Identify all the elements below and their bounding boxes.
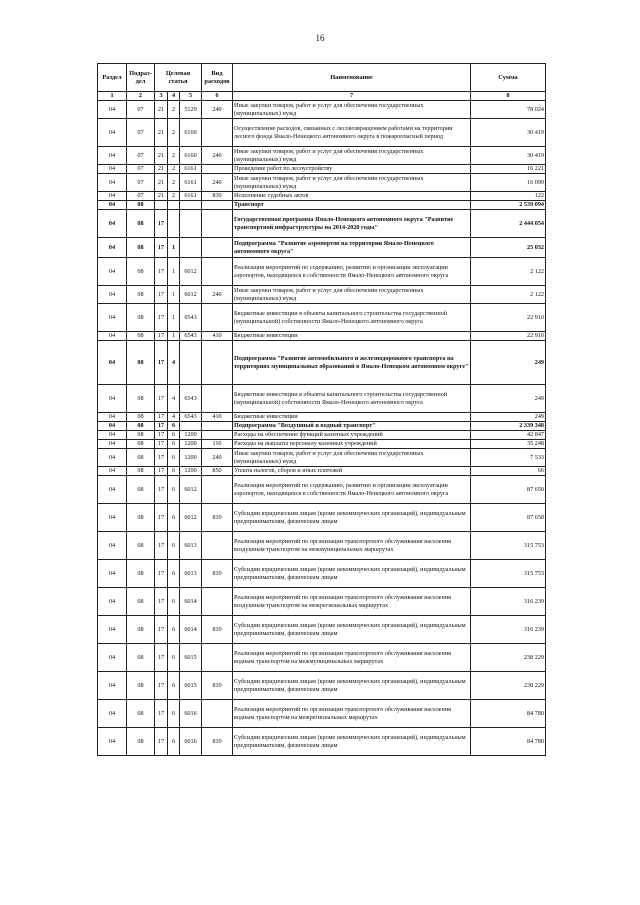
podrazdel-cell: 08 bbox=[127, 560, 155, 588]
podrazdel-cell: 08 bbox=[127, 616, 155, 644]
name-cell: Транспорт bbox=[233, 201, 471, 210]
amount-cell: 30 419 bbox=[471, 147, 546, 165]
program-code-cell: 17 bbox=[155, 532, 168, 560]
program-code-cell: 17 bbox=[155, 440, 168, 449]
expense-type-cell bbox=[202, 476, 233, 504]
expense-type-cell bbox=[202, 238, 233, 258]
direction-code-cell: 6160 bbox=[180, 147, 202, 165]
name-cell: Осуществление расходов, связанных с лесовозвращением работами на территории лесного фонда Ямало-Ненецкого автономного округа в пожароопасный период bbox=[233, 119, 471, 147]
amount-cell: 315 753 bbox=[471, 532, 546, 560]
amount-cell: 35 248 bbox=[471, 440, 546, 449]
subprogram-code-cell: 6 bbox=[168, 532, 180, 560]
table-row bbox=[98, 201, 546, 210]
expense-type-cell: 240 bbox=[202, 174, 233, 192]
name-cell: Подпрограмма "Развитие автомобильного и железнодорожного транспорта на территориях муниципальных образований в Ямало-Ненецком автономном округе" bbox=[233, 341, 471, 385]
razdel-cell: 04 bbox=[98, 440, 127, 449]
subprogram-code-cell: 6 bbox=[168, 431, 180, 440]
direction-code-cell: 6015 bbox=[180, 672, 202, 700]
page-number: 16 bbox=[315, 33, 325, 43]
direction-code-cell: 1200 bbox=[180, 431, 202, 440]
program-code-cell: 17 bbox=[155, 700, 168, 728]
subprogram-code-cell: 1 bbox=[168, 238, 180, 258]
name-cell: Иные закупки товаров, работ и услуг для обеспечения государственных (муниципальных) нужд bbox=[233, 449, 471, 467]
program-code-cell: 17 bbox=[155, 286, 168, 304]
podrazdel-cell: 08 bbox=[127, 286, 155, 304]
amount-cell: 22 910 bbox=[471, 304, 546, 332]
podrazdel-cell: 08 bbox=[127, 238, 155, 258]
header-vid: Вид расходов bbox=[202, 64, 233, 92]
program-code-cell: 17 bbox=[155, 588, 168, 616]
amount-cell: 22 910 bbox=[471, 332, 546, 341]
razdel-cell: 04 bbox=[98, 672, 127, 700]
amount-cell: 16 221 bbox=[471, 165, 546, 174]
column-number-row bbox=[98, 92, 546, 101]
table-row bbox=[98, 532, 546, 560]
name-cell: Реализация мероприятий по организации транспортного обслуживания населения воздушным транспортом на межрегиональных маршрутах bbox=[233, 588, 471, 616]
razdel-cell: 04 bbox=[98, 165, 127, 174]
podrazdel-cell: 08 bbox=[127, 341, 155, 385]
subprogram-code-cell: 6 bbox=[168, 476, 180, 504]
name-cell: Субсидии юридическим лицам (кроме некоммерческих организаций), индивидуальным предпринимателям, физическим лицам bbox=[233, 616, 471, 644]
amount-cell: 249 bbox=[471, 341, 546, 385]
direction-code-cell: 6012 bbox=[180, 504, 202, 532]
table-row bbox=[98, 238, 546, 258]
expense-type-cell bbox=[202, 644, 233, 672]
name-cell: Реализация мероприятий по организации транспортного обслуживания населения водным транспортом на межрегиональных маршрутах bbox=[233, 700, 471, 728]
budget-table bbox=[97, 63, 546, 756]
header-summa: Сумма bbox=[471, 64, 546, 92]
direction-code-cell bbox=[180, 422, 202, 431]
podrazdel-cell: 08 bbox=[127, 449, 155, 467]
expense-type-cell: 110 bbox=[202, 440, 233, 449]
direction-code-cell: 1200 bbox=[180, 467, 202, 476]
direction-code-cell bbox=[180, 201, 202, 210]
razdel-cell: 04 bbox=[98, 728, 127, 756]
table-row bbox=[98, 192, 546, 201]
direction-code-cell: 6016 bbox=[180, 728, 202, 756]
program-code-cell bbox=[155, 201, 168, 210]
razdel-cell: 04 bbox=[98, 431, 127, 440]
amount-cell: 16 099 bbox=[471, 174, 546, 192]
subprogram-code-cell: 6 bbox=[168, 449, 180, 467]
program-code-cell: 17 bbox=[155, 238, 168, 258]
subprogram-code-cell bbox=[168, 210, 180, 238]
razdel-cell: 04 bbox=[98, 210, 127, 238]
direction-code-cell bbox=[180, 341, 202, 385]
subprogram-code-cell: 2 bbox=[168, 165, 180, 174]
expense-type-cell bbox=[202, 304, 233, 332]
program-code-cell: 17 bbox=[155, 504, 168, 532]
subprogram-code-cell: 6 bbox=[168, 728, 180, 756]
podrazdel-cell: 07 bbox=[127, 147, 155, 165]
subprogram-code-cell: 2 bbox=[168, 174, 180, 192]
expense-type-cell bbox=[202, 431, 233, 440]
program-code-cell: 17 bbox=[155, 258, 168, 286]
table-row bbox=[98, 119, 546, 147]
expense-type-cell: 410 bbox=[202, 413, 233, 422]
column-number: 3 bbox=[155, 92, 168, 101]
name-cell: Государственная программа Ямало-Ненецкого автономного округа "Развитие транспортной инфраструктуры на 2014-2020 годы" bbox=[233, 210, 471, 238]
amount-cell: 316 239 bbox=[471, 588, 546, 616]
program-code-cell: 17 bbox=[155, 304, 168, 332]
amount-cell: 315 753 bbox=[471, 560, 546, 588]
expense-type-cell: 410 bbox=[202, 332, 233, 341]
program-code-cell: 21 bbox=[155, 192, 168, 201]
table-row bbox=[98, 413, 546, 422]
table-row bbox=[98, 286, 546, 304]
name-cell: Субсидии юридическим лицам (кроме некоммерческих организаций), индивидуальным предпринимателям, физическим лицам bbox=[233, 504, 471, 532]
subprogram-code-cell: 6 bbox=[168, 616, 180, 644]
table-row bbox=[98, 258, 546, 286]
table-row bbox=[98, 165, 546, 174]
program-code-cell: 17 bbox=[155, 560, 168, 588]
program-code-cell: 17 bbox=[155, 672, 168, 700]
direction-code-cell: 6012 bbox=[180, 286, 202, 304]
column-number: 8 bbox=[471, 92, 546, 101]
program-code-cell: 21 bbox=[155, 101, 168, 119]
program-code-cell: 17 bbox=[155, 413, 168, 422]
podrazdel-cell: 08 bbox=[127, 532, 155, 560]
table-row bbox=[98, 449, 546, 467]
program-code-cell: 17 bbox=[155, 385, 168, 413]
expense-type-cell bbox=[202, 119, 233, 147]
direction-code-cell bbox=[180, 210, 202, 238]
program-code-cell: 17 bbox=[155, 210, 168, 238]
program-code-cell: 21 bbox=[155, 165, 168, 174]
podrazdel-cell: 08 bbox=[127, 588, 155, 616]
program-code-cell: 17 bbox=[155, 332, 168, 341]
subprogram-code-cell: 4 bbox=[168, 385, 180, 413]
direction-code-cell: 6014 bbox=[180, 588, 202, 616]
column-number: 7 bbox=[233, 92, 471, 101]
razdel-cell: 04 bbox=[98, 147, 127, 165]
podrazdel-cell: 08 bbox=[127, 210, 155, 238]
podrazdel-cell: 08 bbox=[127, 644, 155, 672]
podrazdel-cell: 08 bbox=[127, 413, 155, 422]
table-row bbox=[98, 210, 546, 238]
amount-cell: 238 229 bbox=[471, 644, 546, 672]
amount-cell: 2 339 348 bbox=[471, 422, 546, 431]
table-row bbox=[98, 101, 546, 119]
podrazdel-cell: 08 bbox=[127, 700, 155, 728]
name-cell: Бюджетные инвестиции в объекты капитального строительства государственной (муниципальной) собственности Ямало-Ненецкого автономного округа bbox=[233, 385, 471, 413]
podrazdel-cell: 07 bbox=[127, 101, 155, 119]
name-cell: Расходы на обеспечение функций казенных учреждений bbox=[233, 431, 471, 440]
name-cell: Расходы на выплаты персоналу казенных учреждений bbox=[233, 440, 471, 449]
table-row bbox=[98, 672, 546, 700]
program-code-cell: 17 bbox=[155, 476, 168, 504]
amount-cell: 249 bbox=[471, 413, 546, 422]
expense-type-cell: 850 bbox=[202, 467, 233, 476]
amount-cell: 238 229 bbox=[471, 672, 546, 700]
name-cell: Реализация мероприятий по содержанию, развитию и организации эксплуатации аэропортов, находящихся в собственности Ямало-Ненецкого автономного округа bbox=[233, 258, 471, 286]
subprogram-code-cell: 6 bbox=[168, 467, 180, 476]
razdel-cell: 04 bbox=[98, 422, 127, 431]
program-code-cell: 17 bbox=[155, 449, 168, 467]
subprogram-code-cell: 2 bbox=[168, 119, 180, 147]
razdel-cell: 04 bbox=[98, 101, 127, 119]
expense-type-cell: 240 bbox=[202, 286, 233, 304]
table-row bbox=[98, 588, 546, 616]
expense-type-cell bbox=[202, 210, 233, 238]
program-code-cell: 17 bbox=[155, 341, 168, 385]
table-row bbox=[98, 467, 546, 476]
table-row bbox=[98, 431, 546, 440]
amount-cell: 7 533 bbox=[471, 449, 546, 467]
direction-code-cell: 6543 bbox=[180, 332, 202, 341]
expense-type-cell: 810 bbox=[202, 672, 233, 700]
amount-cell: 122 bbox=[471, 192, 546, 201]
name-cell: Иные закупки товаров, работ и услуг для обеспечения государственных (муниципальных) нужд bbox=[233, 101, 471, 119]
expense-type-cell: 810 bbox=[202, 504, 233, 532]
amount-cell: 316 239 bbox=[471, 616, 546, 644]
podrazdel-cell: 08 bbox=[127, 467, 155, 476]
amount-cell: 42 847 bbox=[471, 431, 546, 440]
direction-code-cell: 6016 bbox=[180, 700, 202, 728]
name-cell: Уплата налогов, сборов и иных платежей bbox=[233, 467, 471, 476]
expense-type-cell bbox=[202, 165, 233, 174]
subprogram-code-cell: 6 bbox=[168, 560, 180, 588]
name-cell: Реализация мероприятий по организации транспортного обслуживания населения водным транспортом на межмуниципальных маршрутах bbox=[233, 644, 471, 672]
direction-code-cell bbox=[180, 238, 202, 258]
table-row bbox=[98, 332, 546, 341]
subprogram-code-cell: 6 bbox=[168, 588, 180, 616]
podrazdel-cell: 08 bbox=[127, 385, 155, 413]
subprogram-code-cell: 1 bbox=[168, 286, 180, 304]
name-cell: Бюджетные инвестиции в объекты капитального строительства государственной (муниципальной) собственности Ямало-Ненецкого автономного округа bbox=[233, 304, 471, 332]
razdel-cell: 04 bbox=[98, 616, 127, 644]
expense-type-cell: 810 bbox=[202, 560, 233, 588]
column-number: 1 bbox=[98, 92, 127, 101]
razdel-cell: 04 bbox=[98, 304, 127, 332]
razdel-cell: 04 bbox=[98, 385, 127, 413]
subprogram-code-cell: 2 bbox=[168, 101, 180, 119]
name-cell: Иные закупки товаров, работ и услуг для обеспечения государственных (муниципальных) нужд bbox=[233, 174, 471, 192]
subprogram-code-cell: 2 bbox=[168, 147, 180, 165]
podrazdel-cell: 08 bbox=[127, 201, 155, 210]
header-razdel: Раздел bbox=[98, 64, 127, 92]
table-row bbox=[98, 616, 546, 644]
podrazdel-cell: 08 bbox=[127, 672, 155, 700]
expense-type-cell bbox=[202, 341, 233, 385]
subprogram-code-cell: 6 bbox=[168, 672, 180, 700]
column-number: 6 bbox=[202, 92, 233, 101]
amount-cell: 2 122 bbox=[471, 286, 546, 304]
expense-type-cell: 810 bbox=[202, 728, 233, 756]
direction-code-cell: 6160 bbox=[180, 119, 202, 147]
table-row bbox=[98, 147, 546, 165]
direction-code-cell: 6012 bbox=[180, 258, 202, 286]
subprogram-code-cell: 1 bbox=[168, 304, 180, 332]
table-row bbox=[98, 385, 546, 413]
program-code-cell: 17 bbox=[155, 728, 168, 756]
direction-code-cell: 6012 bbox=[180, 476, 202, 504]
podrazdel-cell: 08 bbox=[127, 304, 155, 332]
amount-cell: 87 650 bbox=[471, 476, 546, 504]
podrazdel-cell: 08 bbox=[127, 440, 155, 449]
table-row bbox=[98, 504, 546, 532]
subprogram-code-cell: 6 bbox=[168, 440, 180, 449]
razdel-cell: 04 bbox=[98, 192, 127, 201]
direction-code-cell: 6543 bbox=[180, 304, 202, 332]
direction-code-cell: 6543 bbox=[180, 413, 202, 422]
podrazdel-cell: 07 bbox=[127, 192, 155, 201]
subprogram-code-cell: 6 bbox=[168, 504, 180, 532]
name-cell: Исполнение судебных актов bbox=[233, 192, 471, 201]
name-cell: Подпрограмма "Развитие аэропортов на территории Ямало-Ненецкого автономного округа" bbox=[233, 238, 471, 258]
amount-cell: 2 539 094 bbox=[471, 201, 546, 210]
amount-cell: 84 780 bbox=[471, 728, 546, 756]
table-row bbox=[98, 304, 546, 332]
podrazdel-cell: 08 bbox=[127, 431, 155, 440]
program-code-cell: 17 bbox=[155, 644, 168, 672]
subprogram-code-cell: 6 bbox=[168, 422, 180, 431]
subprogram-code-cell: 2 bbox=[168, 192, 180, 201]
razdel-cell: 04 bbox=[98, 413, 127, 422]
podrazdel-cell: 08 bbox=[127, 258, 155, 286]
subprogram-code-cell: 1 bbox=[168, 258, 180, 286]
amount-cell: 249 bbox=[471, 385, 546, 413]
razdel-cell: 04 bbox=[98, 258, 127, 286]
amount-cell: 84 780 bbox=[471, 700, 546, 728]
direction-code-cell: 6013 bbox=[180, 532, 202, 560]
name-cell: Подпрограмма "Воздушный и водный транспорт" bbox=[233, 422, 471, 431]
table-row bbox=[98, 700, 546, 728]
direction-code-cell: 6014 bbox=[180, 616, 202, 644]
podrazdel-cell: 07 bbox=[127, 174, 155, 192]
name-cell: Субсидии юридическим лицам (кроме некоммерческих организаций), индивидуальным предпринимателям, физическим лицам bbox=[233, 560, 471, 588]
subprogram-code-cell: 4 bbox=[168, 341, 180, 385]
amount-cell: 78 024 bbox=[471, 101, 546, 119]
program-code-cell: 21 bbox=[155, 119, 168, 147]
program-code-cell: 17 bbox=[155, 431, 168, 440]
direction-code-cell: 6161 bbox=[180, 192, 202, 201]
name-cell: Субсидии юридическим лицам (кроме некоммерческих организаций), индивидуальным предпринимателям, физическим лицам bbox=[233, 728, 471, 756]
amount-cell: 2 122 bbox=[471, 258, 546, 286]
name-cell: Реализация мероприятий по организации транспортного обслуживания населения воздушным транспортом на межмуниципальных маршрутах bbox=[233, 532, 471, 560]
expense-type-cell bbox=[202, 201, 233, 210]
razdel-cell: 04 bbox=[98, 476, 127, 504]
razdel-cell: 04 bbox=[98, 332, 127, 341]
name-cell: Реализация мероприятий по содержанию, развитию и организации эксплуатации аэропортов, находящихся в собственности Ямало-Ненецкого автономного округа bbox=[233, 476, 471, 504]
header-naimenovanie: Наименование bbox=[233, 64, 471, 92]
subprogram-code-cell: 6 bbox=[168, 644, 180, 672]
table-row bbox=[98, 728, 546, 756]
razdel-cell: 04 bbox=[98, 119, 127, 147]
table-row bbox=[98, 440, 546, 449]
name-cell: Субсидии юридическим лицам (кроме некоммерческих организаций), индивидуальным предпринимателям, физическим лицам bbox=[233, 672, 471, 700]
direction-code-cell: 1200 bbox=[180, 449, 202, 467]
razdel-cell: 04 bbox=[98, 644, 127, 672]
program-code-cell: 17 bbox=[155, 616, 168, 644]
podrazdel-cell: 08 bbox=[127, 422, 155, 431]
podrazdel-cell: 08 bbox=[127, 332, 155, 341]
subprogram-code-cell bbox=[168, 201, 180, 210]
razdel-cell: 04 bbox=[98, 504, 127, 532]
podrazdel-cell: 08 bbox=[127, 504, 155, 532]
razdel-cell: 04 bbox=[98, 238, 127, 258]
expense-type-cell: 240 bbox=[202, 147, 233, 165]
column-number: 5 bbox=[180, 92, 202, 101]
subprogram-code-cell: 1 bbox=[168, 332, 180, 341]
subprogram-code-cell: 4 bbox=[168, 413, 180, 422]
program-code-cell: 17 bbox=[155, 467, 168, 476]
table-row bbox=[98, 422, 546, 431]
razdel-cell: 04 bbox=[98, 700, 127, 728]
razdel-cell: 04 bbox=[98, 201, 127, 210]
name-cell: Бюджетные инвестиции bbox=[233, 332, 471, 341]
subprogram-code-cell: 6 bbox=[168, 700, 180, 728]
name-cell: Иные закупки товаров, работ и услуг для обеспечения государственных (муниципальных) нужд bbox=[233, 147, 471, 165]
direction-code-cell: 6161 bbox=[180, 165, 202, 174]
podrazdel-cell: 07 bbox=[127, 119, 155, 147]
expense-type-cell bbox=[202, 422, 233, 431]
podrazdel-cell: 08 bbox=[127, 728, 155, 756]
expense-type-cell bbox=[202, 588, 233, 616]
program-code-cell: 17 bbox=[155, 422, 168, 431]
header-row bbox=[98, 64, 546, 92]
table-body bbox=[98, 101, 546, 756]
direction-code-cell: 6013 bbox=[180, 560, 202, 588]
expense-type-cell: 810 bbox=[202, 616, 233, 644]
header-celevaya: Целевая статья bbox=[155, 64, 202, 92]
direction-code-cell: 6015 bbox=[180, 644, 202, 672]
table-row bbox=[98, 476, 546, 504]
expense-type-cell bbox=[202, 385, 233, 413]
podrazdel-cell: 08 bbox=[127, 476, 155, 504]
expense-type-cell bbox=[202, 532, 233, 560]
expense-type-cell bbox=[202, 700, 233, 728]
direction-code-cell: 6543 bbox=[180, 385, 202, 413]
razdel-cell: 04 bbox=[98, 588, 127, 616]
column-number: 4 bbox=[168, 92, 180, 101]
razdel-cell: 04 bbox=[98, 449, 127, 467]
razdel-cell: 04 bbox=[98, 532, 127, 560]
razdel-cell: 04 bbox=[98, 174, 127, 192]
podrazdel-cell: 07 bbox=[127, 165, 155, 174]
razdel-cell: 04 bbox=[98, 286, 127, 304]
name-cell: Иные закупки товаров, работ и услуг для обеспечения государственных (муниципальных) нужд bbox=[233, 286, 471, 304]
expense-type-cell bbox=[202, 258, 233, 286]
table-row bbox=[98, 644, 546, 672]
table-row bbox=[98, 560, 546, 588]
razdel-cell: 04 bbox=[98, 341, 127, 385]
table-row bbox=[98, 341, 546, 385]
amount-cell: 66 bbox=[471, 467, 546, 476]
direction-code-cell: 5129 bbox=[180, 101, 202, 119]
expense-type-cell: 240 bbox=[202, 101, 233, 119]
direction-code-cell: 1200 bbox=[180, 440, 202, 449]
amount-cell: 2 444 054 bbox=[471, 210, 546, 238]
expense-type-cell: 240 bbox=[202, 449, 233, 467]
name-cell: Проведение работ по лесоустройству bbox=[233, 165, 471, 174]
amount-cell: 87 650 bbox=[471, 504, 546, 532]
column-number: 2 bbox=[127, 92, 155, 101]
razdel-cell: 04 bbox=[98, 467, 127, 476]
program-code-cell: 21 bbox=[155, 147, 168, 165]
razdel-cell: 04 bbox=[98, 560, 127, 588]
direction-code-cell: 6161 bbox=[180, 174, 202, 192]
expense-type-cell: 830 bbox=[202, 192, 233, 201]
name-cell: Бюджетные инвестиции bbox=[233, 413, 471, 422]
amount-cell: 25 032 bbox=[471, 238, 546, 258]
amount-cell: 30 419 bbox=[471, 119, 546, 147]
header-podrazdel: Подраз-дел bbox=[127, 64, 155, 92]
table-row bbox=[98, 174, 546, 192]
program-code-cell: 21 bbox=[155, 174, 168, 192]
